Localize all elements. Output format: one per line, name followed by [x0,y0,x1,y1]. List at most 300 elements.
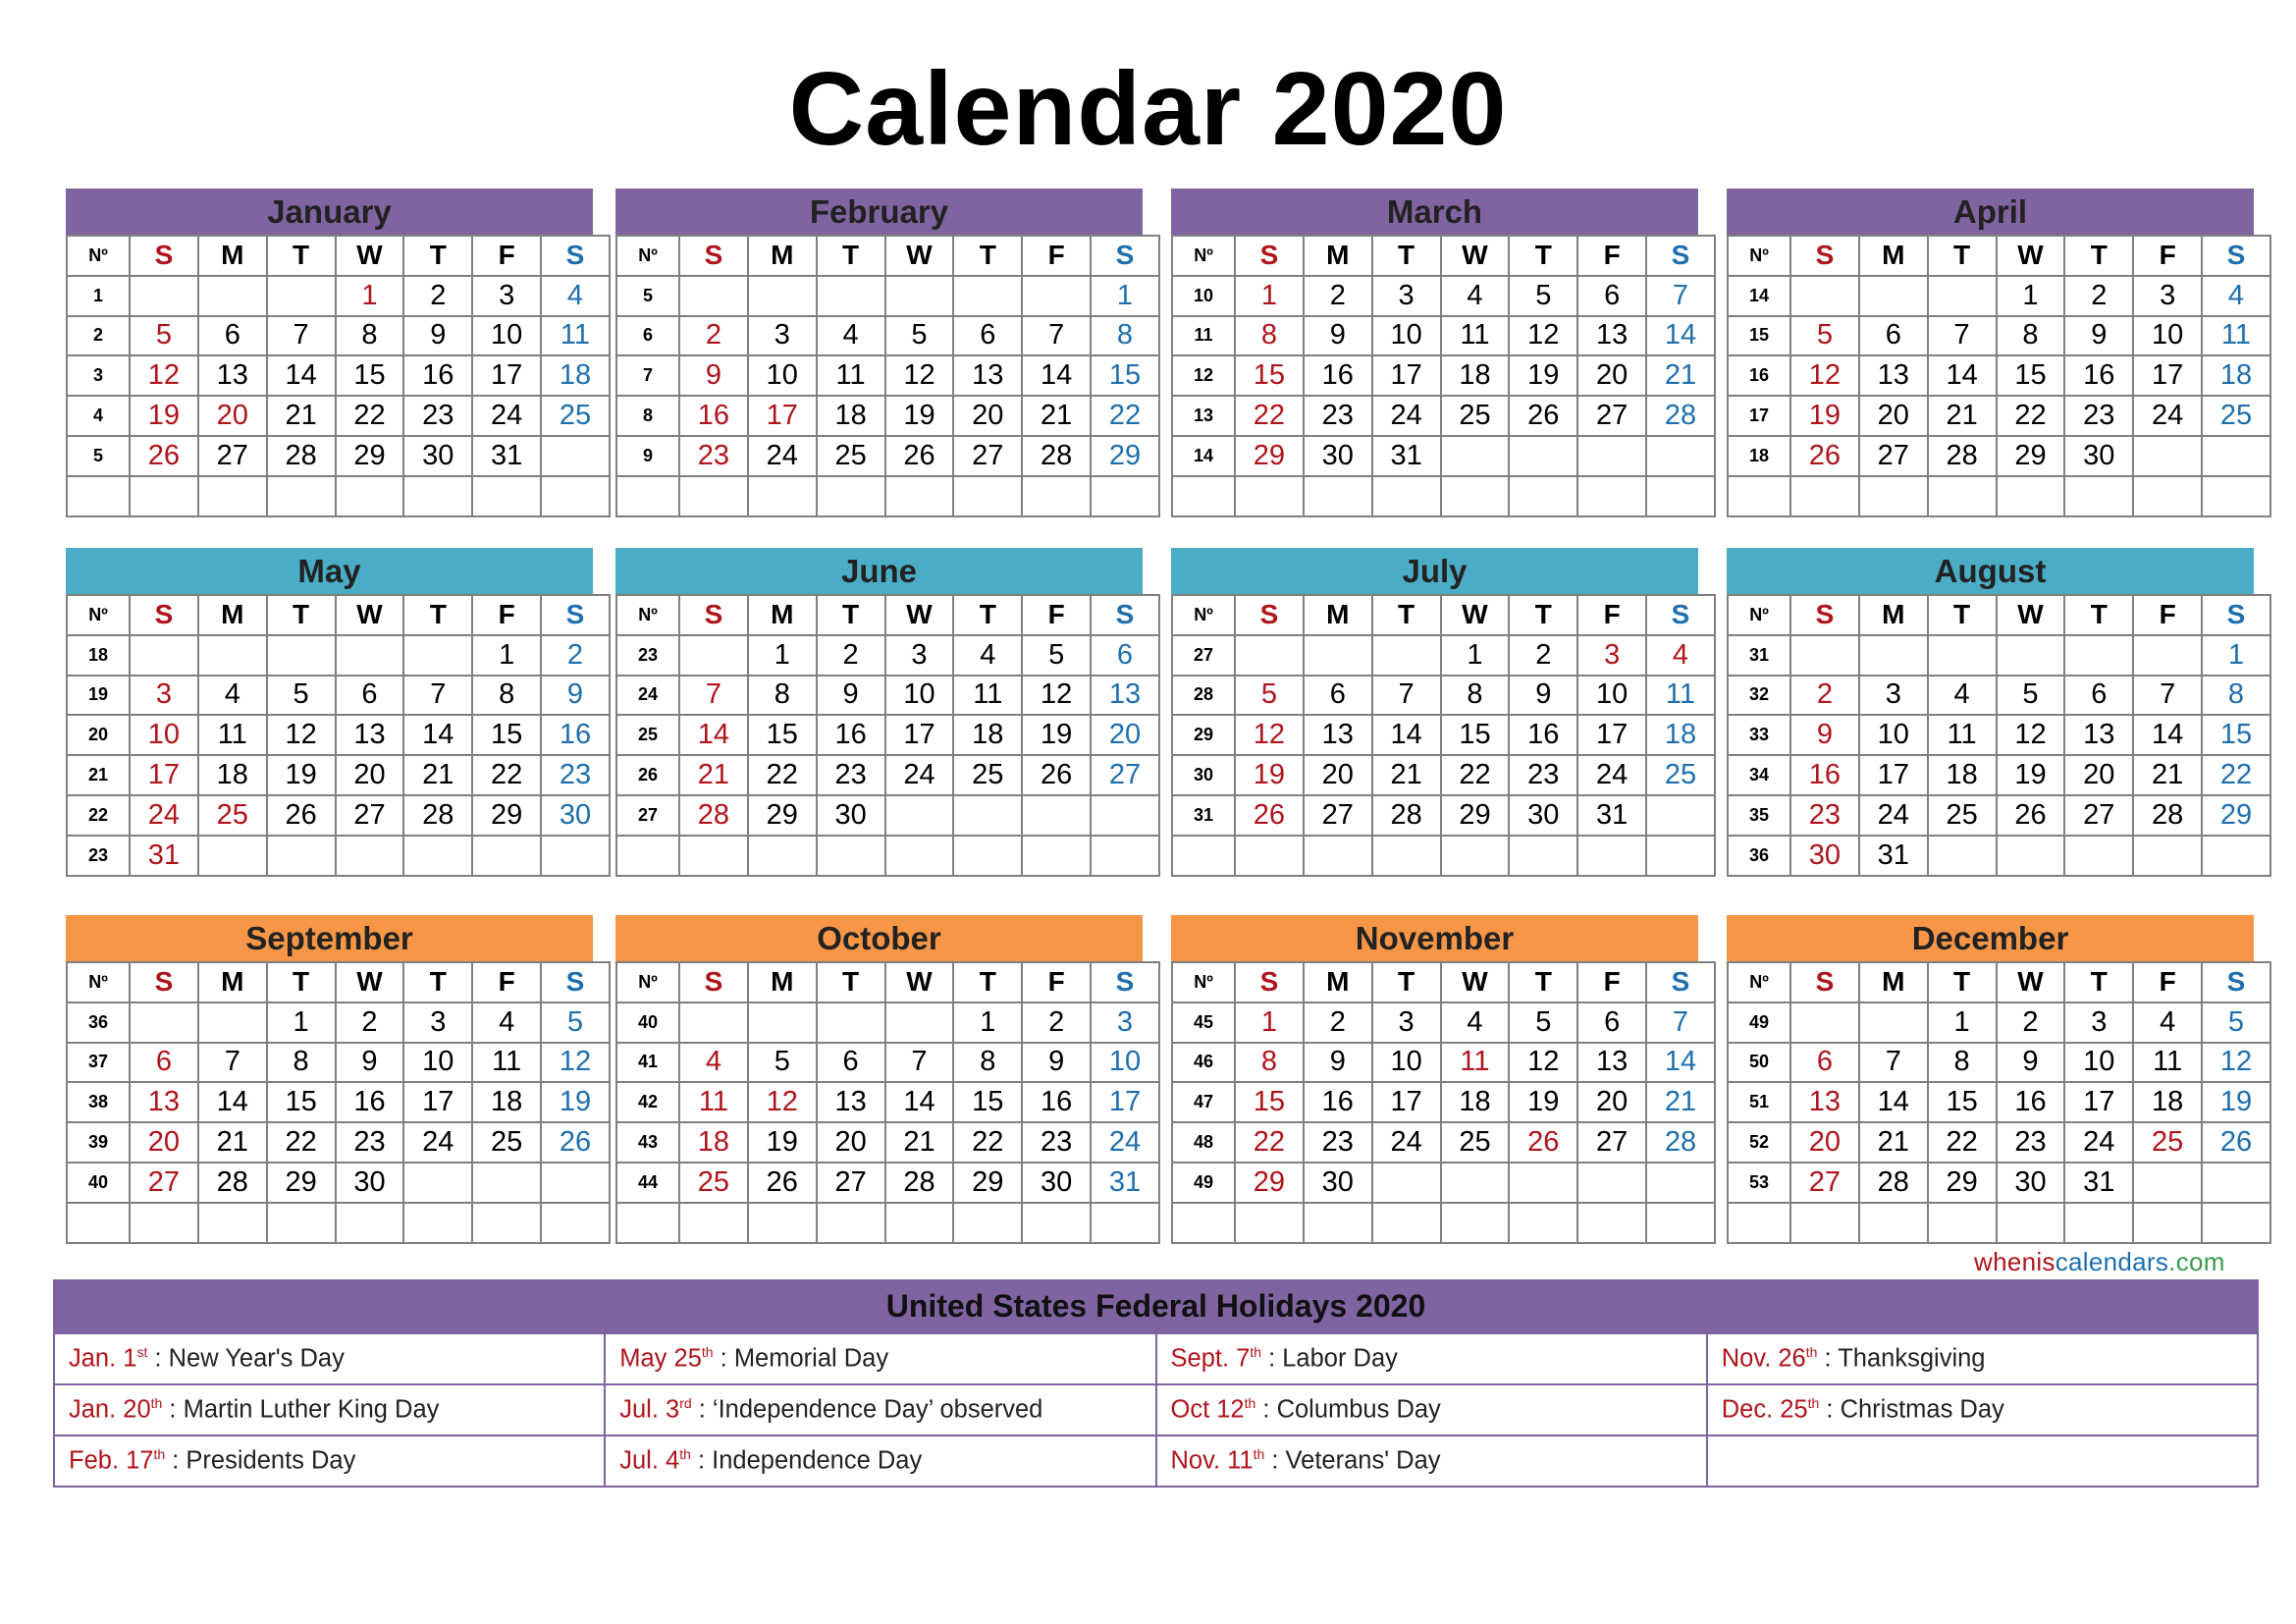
week-row [1728,755,2270,795]
day-header: S [1790,595,1859,635]
week-number: 30 [1172,755,1235,795]
empty-day-cell [198,635,267,676]
empty-day-cell [2133,1203,2202,1243]
empty-day-cell [2064,635,2133,676]
month-july [1171,548,1698,877]
day-header: S [541,962,610,1002]
week-number: 50 [1728,1043,1790,1083]
week-number: 2 [67,316,130,356]
day-cell: 15 [336,355,404,396]
empty-day-cell [1022,795,1091,836]
holiday-date: Sept. 7 [1170,1344,1251,1373]
empty-day-cell [1441,1163,1510,1203]
day-cell: 18 [2202,355,2270,396]
day-header: S [541,595,610,635]
day-header: T [403,595,472,635]
week-row [1172,1002,1715,1043]
day-cell: 3 [885,635,954,676]
day-header: T [1928,236,1997,276]
day-cell: 17 [2133,355,2202,396]
empty-day-cell [1928,476,1997,516]
week-row [67,795,610,836]
day-cell: 12 [130,355,198,396]
day-cell: 22 [1997,396,2065,436]
week-row [616,1203,1159,1243]
empty-day-cell [1577,436,1646,476]
day-cell: 24 [1859,795,1928,836]
day-cell: 7 [267,316,336,356]
day-cell: 3 [403,1002,472,1043]
day-cell: 11 [472,1043,541,1083]
day-cell: 16 [541,715,610,755]
empty-day-cell [1372,476,1441,516]
day-cell: 23 [1304,396,1372,436]
day-cell: 18 [541,355,610,396]
day-cell: 22 [267,1122,336,1163]
day-cell: 26 [541,1122,610,1163]
week-number: 44 [616,1163,679,1203]
day-header: W [1441,236,1510,276]
week-row [1172,396,1715,436]
empty-day-cell [885,476,954,516]
empty-day-cell [267,1203,336,1243]
week-number: 46 [1172,1043,1235,1083]
empty-day-cell [1859,476,1928,516]
empty-day-cell [748,276,817,316]
day-cell: 23 [1509,755,1577,795]
week-row [616,436,1159,476]
empty-day-cell [748,476,817,516]
week-row [1172,1122,1715,1163]
day-cell: 22 [1928,1122,1997,1163]
day-header: F [2133,595,2202,635]
day-cell: 23 [817,755,885,795]
empty-day-cell [1304,1203,1372,1243]
day-header: M [748,595,817,635]
month-name: May [66,548,593,594]
empty-day-cell [1928,1203,1997,1243]
empty-day-cell [267,276,336,316]
day-cell: 25 [1646,755,1715,795]
day-cell: 21 [267,396,336,436]
week-number: 52 [1728,1122,1790,1163]
empty-day-cell [817,476,885,516]
day-cell: 4 [541,276,610,316]
empty-day-cell [2202,1203,2270,1243]
empty-day-cell [1372,635,1441,676]
day-cell: 4 [817,316,885,356]
day-header: M [198,236,267,276]
day-cell: 12 [1022,676,1091,716]
week-number: 24 [616,676,679,716]
week-row [67,1163,610,1203]
day-cell: 7 [1646,276,1715,316]
month-september [66,915,593,1244]
day-cell: 5 [1235,676,1304,716]
week-row [1172,276,1715,316]
day-cell: 20 [336,755,404,795]
day-header: W [885,236,954,276]
day-cell: 27 [1304,795,1372,836]
week-row [616,276,1159,316]
day-cell: 1 [748,635,817,676]
holiday-entry [54,1435,605,1487]
day-cell: 21 [1859,1122,1928,1163]
month-name: August [1727,548,2254,594]
day-cell: 1 [472,635,541,676]
day-cell: 7 [1859,1043,1928,1083]
empty-day-cell [198,476,267,516]
day-header: W [336,236,404,276]
empty-day-cell [2133,635,2202,676]
day-cell: 15 [472,715,541,755]
day-cell: 20 [1859,396,1928,436]
week-row [67,1082,610,1122]
empty-day-cell [541,436,610,476]
day-cell: 10 [1577,676,1646,716]
empty-day-cell [1646,1163,1715,1203]
week-row [67,1203,610,1243]
week-number: 9 [616,436,679,476]
empty-day-cell [1646,1203,1715,1243]
week-row [1172,715,1715,755]
day-cell: 28 [1928,436,1997,476]
empty-day-cell [885,1203,954,1243]
empty-day-cell [1509,1203,1577,1243]
day-header: T [267,595,336,635]
day-cell: 30 [1790,836,1859,876]
day-cell: 29 [1928,1163,1997,1203]
day-cell: 25 [817,436,885,476]
day-cell: 31 [1091,1163,1159,1203]
empty-day-cell [403,1163,472,1203]
empty-day-cell [336,635,404,676]
day-cell: 30 [1304,1163,1372,1203]
day-cell: 16 [817,715,885,755]
empty-day-cell [130,476,198,516]
week-row [1728,1122,2270,1163]
week-number [67,476,130,516]
day-cell: 22 [1091,396,1159,436]
empty-day-cell [472,1203,541,1243]
month-name: December [1727,915,2254,961]
week-number: 13 [1172,396,1235,436]
month-november [1171,915,1698,1244]
day-cell: 12 [1790,355,1859,396]
day-cell: 7 [1372,676,1441,716]
day-cell: 31 [1577,795,1646,836]
empty-day-cell [1577,476,1646,516]
empty-day-cell [472,1163,541,1203]
day-cell: 18 [679,1122,748,1163]
day-header: W [336,962,404,1002]
week-row [1728,1043,2270,1083]
day-header: T [1509,962,1577,1002]
day-cell: 28 [267,436,336,476]
day-cell: 1 [336,276,404,316]
week-number: 10 [1172,276,1235,316]
day-cell: 23 [679,436,748,476]
empty-day-cell [1859,1203,1928,1243]
day-header: S [1235,236,1304,276]
week-number: 48 [1172,1122,1235,1163]
week-row [616,1122,1159,1163]
empty-day-cell [1091,795,1159,836]
day-cell: 3 [130,676,198,716]
day-cell: 30 [1304,436,1372,476]
holiday-entry [1707,1384,2258,1435]
empty-day-cell [1997,635,2065,676]
empty-day-cell [130,276,198,316]
empty-day-cell [817,836,885,876]
day-header: S [2202,962,2270,1002]
empty-day-cell [1577,836,1646,876]
day-cell: 23 [1022,1122,1091,1163]
day-cell: 12 [2202,1043,2270,1083]
day-cell: 17 [2064,1082,2133,1122]
day-cell: 18 [1441,355,1510,396]
empty-day-cell [267,836,336,876]
day-header: F [1022,595,1091,635]
empty-day-cell [679,1002,748,1043]
week-number: 40 [67,1163,130,1203]
holiday-name: : Christmas Day [1819,1395,2004,1424]
day-cell: 9 [541,676,610,716]
empty-day-cell [953,476,1022,516]
day-cell: 30 [541,795,610,836]
day-cell: 14 [1928,355,1997,396]
week-number: 17 [1728,396,1790,436]
week-number: 37 [67,1043,130,1083]
holiday-date: Oct 12 [1170,1395,1245,1424]
day-header: S [1790,962,1859,1002]
day-cell: 27 [953,436,1022,476]
day-cell: 6 [130,1043,198,1083]
day-cell: 22 [2202,755,2270,795]
day-cell: 9 [403,316,472,356]
holiday-entry [1156,1333,1707,1384]
day-cell: 16 [403,355,472,396]
day-header: F [2133,236,2202,276]
day-cell: 24 [1091,1122,1159,1163]
empty-day-cell [679,635,748,676]
empty-day-cell [2064,476,2133,516]
week-row [616,1082,1159,1122]
day-header: W [1997,962,2065,1002]
day-cell: 19 [1997,755,2065,795]
day-cell: 13 [1859,355,1928,396]
day-cell: 3 [2064,1002,2133,1043]
day-cell: 19 [885,396,954,436]
month-march [1171,189,1698,517]
day-header: W [885,962,954,1002]
empty-day-cell [1790,1002,1859,1043]
day-cell: 13 [1577,1043,1646,1083]
empty-day-cell [1790,476,1859,516]
week-row [616,396,1159,436]
day-cell: 21 [1646,355,1715,396]
day-cell: 9 [1509,676,1577,716]
day-cell: 1 [1091,276,1159,316]
week-number: 31 [1172,795,1235,836]
week-row [616,836,1159,876]
week-number-header: Nº [1728,962,1790,1002]
day-cell: 10 [1859,715,1928,755]
day-cell: 9 [336,1043,404,1083]
day-cell: 6 [336,676,404,716]
day-cell: 12 [1997,715,2065,755]
day-cell: 12 [1509,316,1577,356]
day-header: T [2064,962,2133,1002]
month-april [1727,189,2254,517]
day-cell: 10 [130,715,198,755]
week-number [67,1203,130,1243]
day-cell: 14 [1646,1043,1715,1083]
day-header: T [817,236,885,276]
day-cell: 27 [1577,396,1646,436]
day-header: S [1091,236,1159,276]
week-number-header: Nº [1172,236,1235,276]
day-header: F [472,236,541,276]
empty-day-cell [472,476,541,516]
day-cell: 10 [1372,1043,1441,1083]
day-cell: 3 [1577,635,1646,676]
day-header: T [2064,236,2133,276]
empty-day-cell [2202,836,2270,876]
empty-day-cell [267,476,336,516]
day-cell: 29 [336,436,404,476]
week-row [1172,836,1715,876]
day-cell: 26 [1022,755,1091,795]
day-cell: 11 [953,676,1022,716]
empty-day-cell [1091,1203,1159,1243]
day-cell: 30 [1022,1163,1091,1203]
day-header: M [1304,962,1372,1002]
day-header: M [1304,595,1372,635]
day-cell: 15 [748,715,817,755]
day-header: S [679,595,748,635]
day-header: F [472,595,541,635]
month-august [1727,548,2254,877]
empty-day-cell [1372,1163,1441,1203]
day-cell: 17 [1372,355,1441,396]
day-cell: 18 [1928,755,1997,795]
empty-day-cell [817,1002,885,1043]
day-cell: 7 [2133,676,2202,716]
day-cell: 23 [1790,795,1859,836]
holiday-entry [54,1333,605,1384]
day-cell: 28 [403,795,472,836]
day-header: S [130,962,198,1002]
day-header: S [1091,962,1159,1002]
week-number: 25 [616,715,679,755]
day-cell: 8 [1235,316,1304,356]
day-cell: 8 [336,316,404,356]
week-number: 18 [1728,436,1790,476]
day-cell: 10 [403,1043,472,1083]
day-cell: 30 [1997,1163,2065,1203]
empty-day-cell [817,276,885,316]
day-cell: 6 [1577,1002,1646,1043]
day-cell: 25 [541,396,610,436]
day-cell: 29 [1235,1163,1304,1203]
week-row [1728,635,2270,676]
website-part-3: .com [2168,1247,2225,1276]
week-number [1172,476,1235,516]
week-number [616,1203,679,1243]
day-cell: 15 [1235,355,1304,396]
day-cell: 2 [1997,1002,2065,1043]
week-number-header: Nº [616,236,679,276]
holiday-name: : Presidents Day [165,1446,356,1475]
week-number: 41 [616,1043,679,1083]
day-cell: 1 [1235,1002,1304,1043]
week-row [616,795,1159,836]
week-number-header: Nº [67,236,130,276]
day-cell: 27 [336,795,404,836]
day-cell: 6 [953,316,1022,356]
empty-day-cell [748,836,817,876]
empty-day-cell [336,1203,404,1243]
day-cell: 28 [679,795,748,836]
day-cell: 27 [1091,755,1159,795]
week-number: 22 [67,795,130,836]
day-cell: 17 [1859,755,1928,795]
empty-day-cell [1790,276,1859,316]
empty-day-cell [885,836,954,876]
week-number-header: Nº [67,595,130,635]
day-cell: 13 [1790,1082,1859,1122]
holiday-date: Jan. 1 [69,1344,137,1373]
empty-day-cell [1091,836,1159,876]
day-cell: 24 [403,1122,472,1163]
day-cell: 1 [2202,635,2270,676]
day-cell: 4 [1928,676,1997,716]
day-header: W [1441,962,1510,1002]
day-cell: 19 [541,1082,610,1122]
empty-day-cell [1577,1203,1646,1243]
week-number: 28 [1172,676,1235,716]
day-cell: 24 [885,755,954,795]
day-cell: 11 [541,316,610,356]
day-cell: 15 [1928,1082,1997,1122]
website-credit[interactable] [1974,1247,2225,1277]
holiday-name: : New Year's Day [147,1344,345,1373]
month-name: March [1171,189,1698,235]
week-number: 29 [1172,715,1235,755]
holiday-date: Nov. 26 [1721,1344,1806,1373]
week-number: 38 [67,1082,130,1122]
day-cell: 13 [198,355,267,396]
day-cell: 21 [2133,755,2202,795]
day-header: T [953,236,1022,276]
empty-day-cell [1859,1002,1928,1043]
week-row [616,635,1159,676]
day-cell: 16 [1997,1082,2065,1122]
day-header: S [130,236,198,276]
day-cell: 4 [198,676,267,716]
day-cell: 24 [130,795,198,836]
empty-day-cell [2064,1203,2133,1243]
day-cell: 28 [198,1163,267,1203]
day-cell: 13 [953,355,1022,396]
day-header: W [885,595,954,635]
day-cell: 5 [267,676,336,716]
week-number-header: Nº [616,595,679,635]
day-cell: 1 [1997,276,2065,316]
day-cell: 16 [1790,755,1859,795]
day-cell: 6 [1304,676,1372,716]
